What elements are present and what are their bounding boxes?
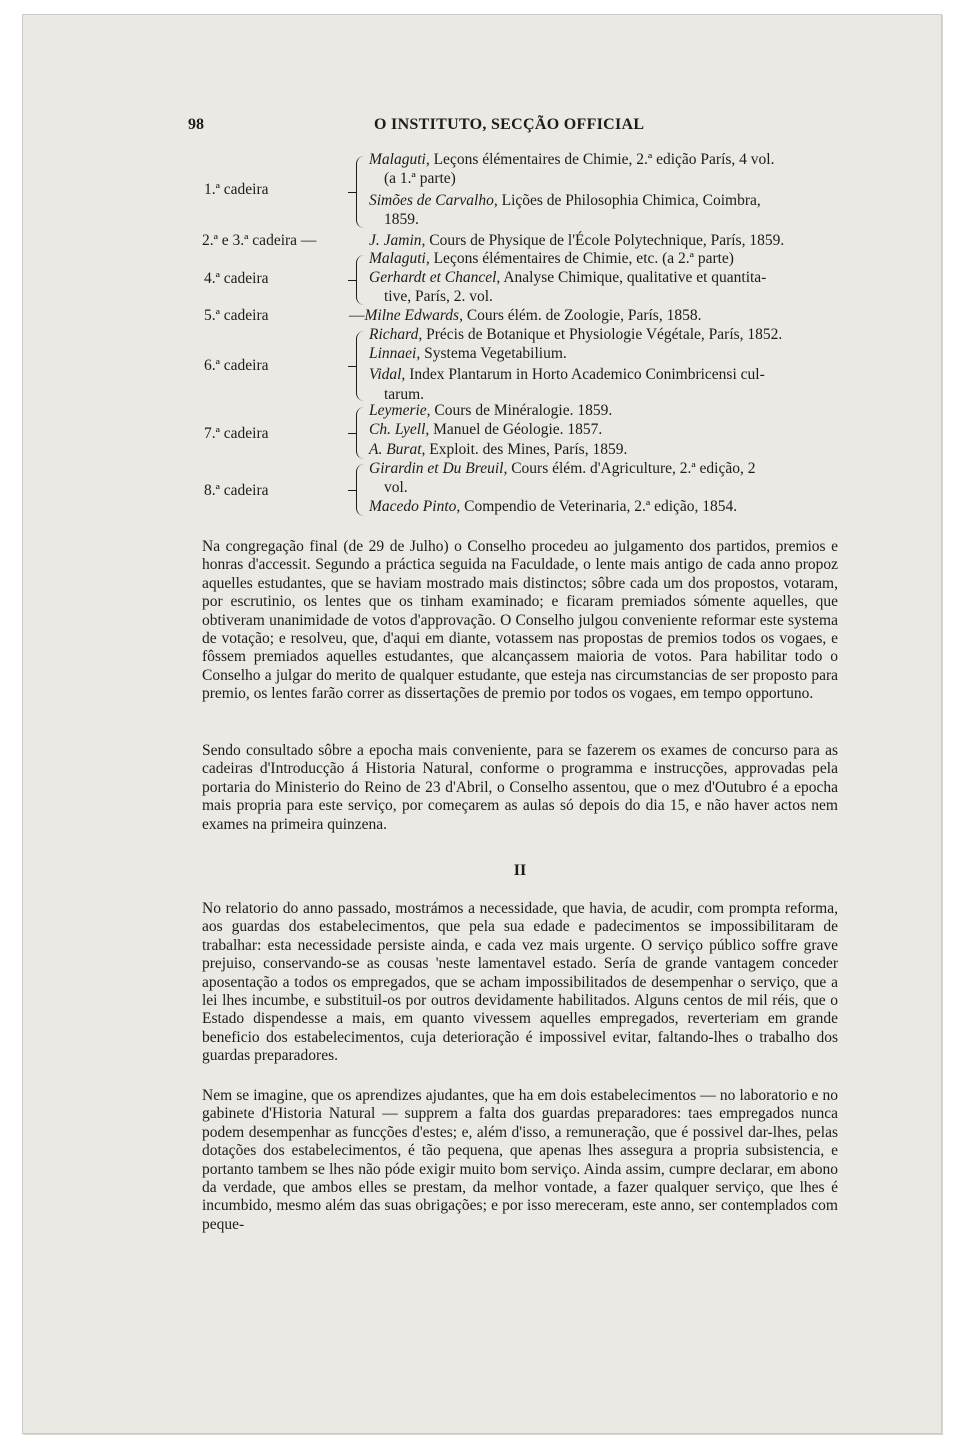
reference-line: vol.: [384, 479, 408, 496]
chair-label-2-3: 2.ª e 3.ª cadeira —: [202, 232, 317, 249]
reference-line: Gerhardt et Chancel, Analyse Chimique, qualitative et quantita-: [369, 269, 767, 286]
reference-line: Malaguti, Leçons élémentaires de Chimie, etc. (a 2.ª parte): [369, 250, 734, 267]
reference-line: Girardin et Du Breuil, Cours élém. d'Agriculture, 2.ª edição, 2: [369, 460, 756, 477]
chair-label-1: 1.ª cadeira: [204, 181, 269, 198]
paragraph-guardas: No relatorio do anno passado, mostrámos a necessidade, que havia, de acudir, com prompta reforma, aos guardas dos estabelecimentos, que pela sua edade e padecimentos se impossibilitaram de trabalhar: esta necessidade persiste ainda, e cada vez mais urgente. O serviço público soffre grave prejuiso, conservando-se as cousas 'neste lamentavel estado. Sería de grande vantagem conceder aposentação a todos os empregados, que se acham impossibilitados de desempenhar o serviço, que a lei lhes incumbe, e substituil-os por outros devidamente habilitados. Alguns centos de mil réis, que o Estado dispendesse a mais, em quanto vivessem aquelles empregados, reverteriam em grande beneficio dos estabelecimentos, cuja deterioração é impossivel evitar, faltando-lhes o trabalho dos guardas preparadores.: [202, 900, 838, 1065]
reference-line: Linnaei, Systema Vegetabilium.: [369, 345, 567, 362]
reference-line: tive, París, 2. vol.: [384, 288, 493, 305]
reference-line: Leymerie, Cours de Minéralogie. 1859.: [369, 402, 613, 419]
chair-label-6: 6.ª cadeira: [204, 357, 269, 374]
reference-line: Malaguti, Leçons élémentaires de Chimie, 2.ª edição París, 4 vol.: [369, 151, 775, 168]
paragraph-concurso: Sendo consultado sôbre a epocha mais conveniente, para se fazerem os exames de concurso para as cadeiras d'Introducção á Historia Natural, conforme o programma e instrucções, approvadas pela portaria do Ministerio do Reino de 23 d'Abril, o Conselho assentou, que o mez d'Outubro é a epocha mais propria para este serviço, por começarem as aulas só depois do dia 15, e não haver actos nem exames na primeira quinzena.: [202, 742, 838, 833]
brace-4: [356, 255, 367, 305]
reference-line: 1859.: [384, 211, 419, 228]
reference-line: J. Jamin, Cours de Physique de l'École Polytechnique, París, 1859.: [369, 232, 785, 249]
chair-label-5: 5.ª cadeira: [204, 307, 269, 324]
reference-line: Ch. Lyell, Manuel de Géologie. 1857.: [369, 421, 603, 438]
running-header: [188, 116, 840, 138]
reference-line: tarum.: [384, 386, 425, 403]
chair-label-7: 7.ª cadeira: [204, 425, 269, 442]
brace-1: [356, 156, 367, 228]
reference-line: Vidal, Index Plantarum in Horto Academico Conimbricensi cul-: [369, 366, 765, 383]
chair-label-8: 8.ª cadeira: [204, 482, 269, 499]
chair-label-4: 4.ª cadeira: [204, 270, 269, 287]
brace-6: [356, 331, 367, 401]
paragraph-aprendizes: Nem se imagine, que os aprendizes ajudantes, que ha em dois estabelecimentos — no laboratorio e no gabinete d'Historia Natural — supprem a falta dos guardas preparadores: taes empregados nunca podem desempenhar as funcções d'estes; e, além d'isso, a remuneração, que é possivel dar-lhes, pelas dotações dos estabelecimentos, é tão pequena, que apenas lhes assegura a propria subsistencia, e portanto tambem se lhes não póde exigir muito bom serviço. Ainda assim, cumpre declarar, em abono da verdade, que ambos elles se prestam, da melhor vontade, a fazer qualquer serviço, que lhes é incumbido, mesmo além das suas obrigações; e por isso mereceram, este anno, ser contemplados com peque-: [202, 1087, 838, 1233]
brace-8: [356, 464, 367, 516]
page-number: 98: [188, 116, 204, 133]
reference-line: Richard, Précis de Botanique et Physiologie Végétale, París, 1852.: [369, 326, 783, 343]
reference-line: —Milne Edwards, Cours élém. de Zoologie, París, 1858.: [349, 307, 702, 324]
reference-line: (a 1.ª parte): [384, 170, 456, 187]
reference-line: A. Burat, Exploit. des Mines, París, 1859.: [369, 441, 628, 458]
page-title: O INSTITUTO, SECÇÃO OFFICIAL: [374, 116, 645, 133]
paragraph-congregacao: Na congregação final (de 29 de Julho) o Conselho procedeu ao julgamento dos partidos, premios e honras d'accessit. Segundo a práctica seguida na Faculdade, o lente mais antigo de cada anno propoz aquelles estudantes, que se haviam mostrado mais distinctos; sôbre cada um dos propostos, votaram, por escrutinio, os lentes que os tinham examinado; e ficaram premiados sómente aquelles, que obtiveram unanimidade de votos d'approvação. O Conselho julgou conveniente reformar este systema de votação; e resolveu, que, d'aqui em diante, votassem nas propostas de premios todos os vogaes, e fôssem premiados aquelles estudantes, que alcançassem maioria de votos. Para habilitar todo o Conselho a julgar do merito de qualquer estudante, que esteja nas circumstancias de ser proposto para premio, os lentes farão correr as dissertações de premio por todos os vogaes, em tempo opportuno.: [202, 538, 838, 703]
brace-7: [356, 407, 367, 459]
section-heading: II: [513, 862, 527, 879]
reference-line: Simões de Carvalho, Lições de Philosophia Chimica, Coimbra,: [369, 192, 761, 209]
reference-line: Macedo Pinto, Compendio de Veterinaria, 2.ª edição, 1854.: [369, 498, 738, 515]
